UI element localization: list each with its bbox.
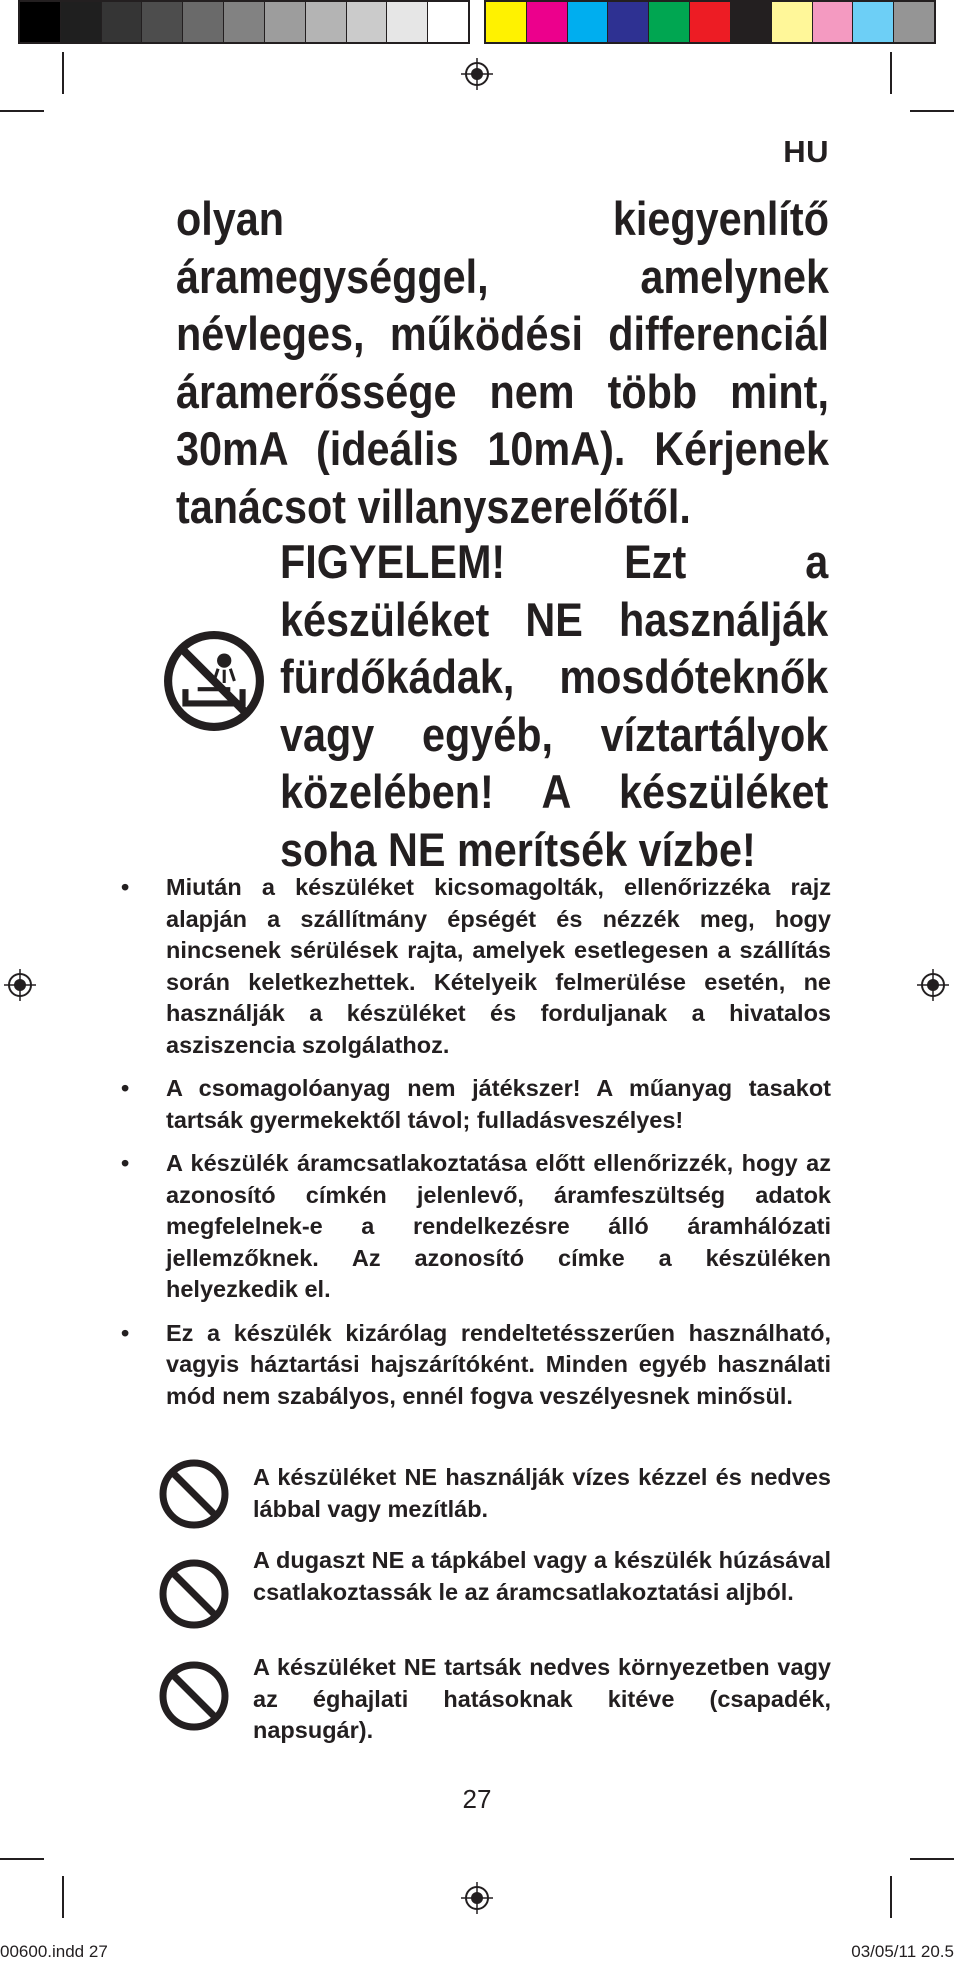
color-swatch xyxy=(608,2,649,42)
list-item xyxy=(121,1073,831,1136)
bullet-marker: • xyxy=(121,874,130,900)
list-item-text: Miután a készüléket kicsomagolták, ellenőrizzéka rajz alapján a szállítmány épségét és nézzék meg, hogy nincsenek sérülések rajta, amelyek esetlegesen a szállítás során keletkezhettek. Kételyeik felmerülése esetén, ne használják a készüléket és forduljanak a hivatalos asziszencia szolgálathoz. xyxy=(166,874,831,1058)
no-bathtub-icon xyxy=(163,630,265,732)
registration-mark-icon xyxy=(461,1882,493,1914)
color-swatch xyxy=(265,2,306,42)
list-item xyxy=(121,1148,831,1306)
color-swatch xyxy=(486,2,527,42)
color-swatch xyxy=(183,2,224,42)
color-swatch xyxy=(731,2,772,42)
color-swatch xyxy=(347,2,388,42)
grayscale-color-bar xyxy=(18,0,470,44)
color-swatch xyxy=(568,2,609,42)
color-swatch xyxy=(224,2,265,42)
prohibition-icon xyxy=(158,1558,230,1630)
prohibition-icon xyxy=(158,1458,230,1530)
color-swatch xyxy=(102,2,143,42)
prohibition-note: A dugaszt NE a tápkábel vagy a készülék húzásával csatlakoztassák le az áramcsatlakoztatási aljból. xyxy=(253,1547,831,1605)
slug-filename: 00600.indd 27 xyxy=(0,1942,108,1961)
crop-mark xyxy=(890,52,892,94)
crop-mark xyxy=(910,1858,954,1860)
color-swatch xyxy=(649,2,690,42)
slug-timestamp: 03/05/11 20.5 xyxy=(851,1942,954,1961)
prohibition-note: A készüléket NE használják vízes kézzel és nedves lábbal vagy mezítláb. xyxy=(253,1464,831,1522)
crop-mark xyxy=(0,1858,44,1860)
color-swatch xyxy=(853,2,894,42)
color-swatch xyxy=(20,2,61,42)
list-item xyxy=(121,872,831,1061)
color-swatch xyxy=(527,2,568,42)
page-number: 27 xyxy=(462,1784,492,1814)
bullet-marker: • xyxy=(121,1075,130,1101)
color-swatch xyxy=(387,2,428,42)
crop-mark xyxy=(910,110,954,112)
process-color-bar xyxy=(484,0,936,44)
language-code: HU xyxy=(783,134,829,169)
list-item-text: Ez a készülék kizárólag rendeltetésszerűen használható, vagyis háztartási hajszárítóként. Minden egyéb használati mód nem szabályos, ennél fogva veszélyesnek minősül. xyxy=(166,1319,831,1409)
color-swatch xyxy=(428,2,468,42)
bullet-marker: • xyxy=(121,1319,130,1346)
intro-paragraph: olyan kiegyenlítő áramegységgel, amelynek névleges, működési differenciál áramerőssége nem több mint, 30mA (ideális 10mA). Kérjenek tanácsot villanyszerelőtől. xyxy=(176,192,829,533)
color-swatch xyxy=(690,2,731,42)
color-swatch xyxy=(61,2,102,42)
crop-mark xyxy=(62,1876,64,1918)
bullet-marker: • xyxy=(121,1150,130,1176)
crop-mark xyxy=(0,110,44,112)
registration-mark-icon xyxy=(917,969,949,1001)
color-swatch xyxy=(772,2,813,42)
color-swatch xyxy=(894,2,934,42)
warning-paragraph: FIGYELEM! Ezt a készüléket NE használják fürdőkádak, mosdóteknők vagy egyéb, víztartályok közelében! A készüléket soha NE merítsék vízbe! xyxy=(280,535,829,876)
color-swatch xyxy=(142,2,183,42)
bullet-list xyxy=(121,872,831,1424)
color-swatch xyxy=(813,2,854,42)
list-item-text: A készülék áramcsatlakoztatása előtt ellenőrizzék, hogy az azonosító címkén jelenlevő, áramfeszültség adatok megfelelnek-e a rendelkezésre álló áramhálózati jellemzőknek. Az azonosító címke a készüléken helyezkedik el. xyxy=(166,1150,831,1302)
list-item xyxy=(121,1318,831,1413)
crop-mark xyxy=(62,52,64,94)
registration-mark-icon xyxy=(461,58,493,90)
crop-mark xyxy=(890,1876,892,1918)
prohibition-note: A készüléket NE tartsák nedves környezetben vagy az éghajlati hatásoknak kitéve (csapadék, napsugár). xyxy=(253,1654,831,1743)
list-item-text: A csomagolóanyag nem játékszer! A műanyag tasakot tartsák gyermekektől távol; fulladásveszélyes! xyxy=(166,1075,831,1133)
prohibition-icon xyxy=(158,1660,230,1732)
registration-mark-icon xyxy=(4,969,36,1001)
color-swatch xyxy=(306,2,347,42)
